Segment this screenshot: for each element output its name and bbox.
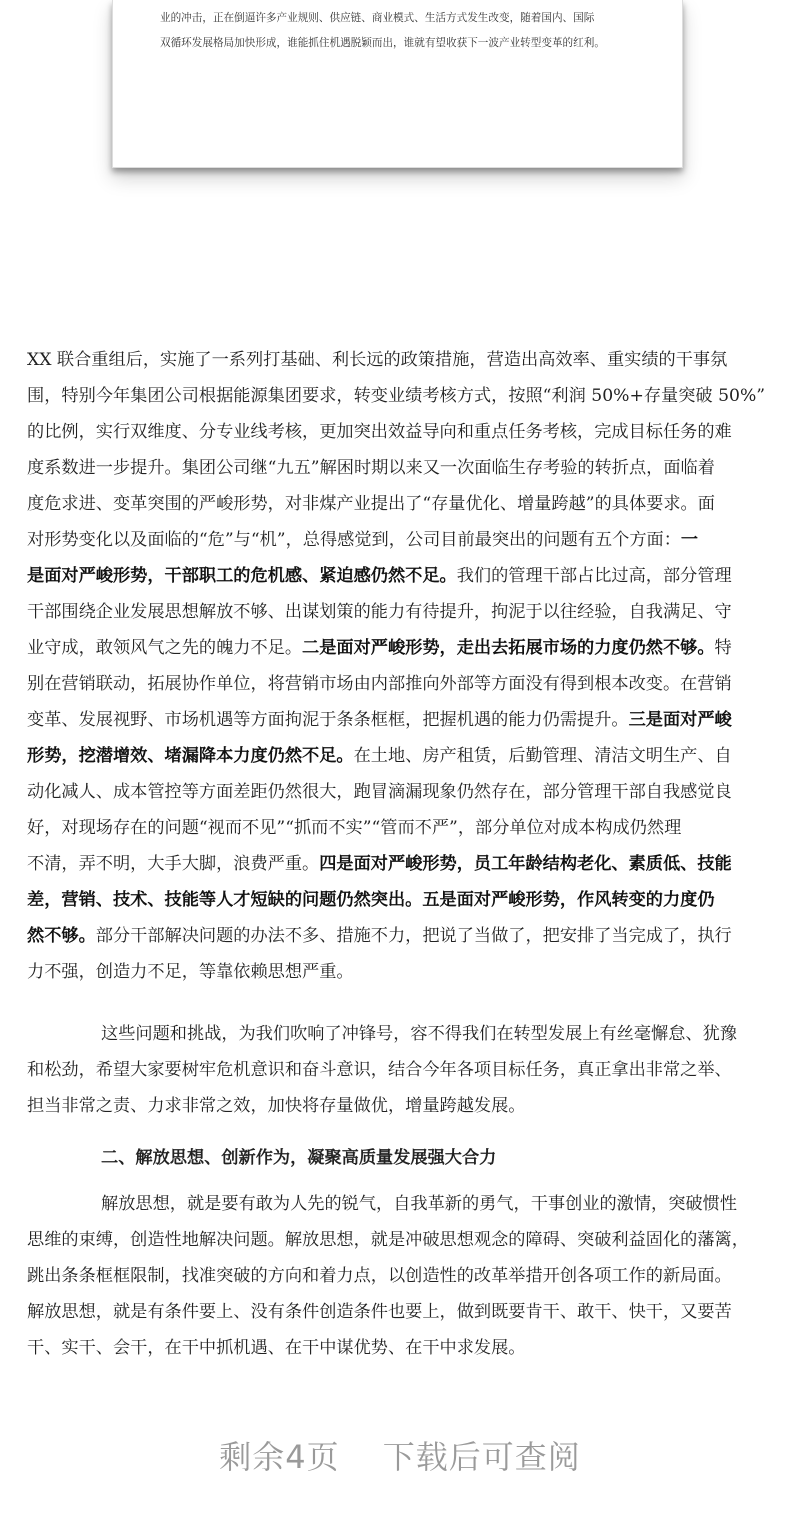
text-line: 度系数进一步提升。集团公司继“九五”解困时期以来又一次面临生存考验的转折点，面临着 xyxy=(27,458,715,478)
text-line: 这些问题和挑战，为我们吹响了冲锋号，容不得我们在转型发展上有丝毫懈怠、犹豫 xyxy=(101,1024,737,1044)
text-line: 解放思想，就是有条件要上、没有条件创造条件也要上，做到既要肯干、敢干、快干，又要苦 xyxy=(27,1302,732,1322)
preview-page-card xyxy=(112,0,683,168)
download-to-view-link[interactable]: 下载后可查阅 xyxy=(382,1438,581,1476)
text-line: 好，对现场存在的问题“视而不见”“抓而不实”“管而不严”，部分单位对成本构成仍然理 xyxy=(27,818,682,838)
paragraph-3 xyxy=(27,1186,773,1366)
text-line: 解放思想，就是要有敢为人先的锐气，自我革新的勇气，干事创业的激情，突破惯性 xyxy=(101,1194,737,1214)
text-line: 形势，挖潜增效、堵漏降本力度仍然不足。在土地、房产租赁，后勤管理、清洁文明生产、自 xyxy=(27,746,732,766)
text-line: 度危求进、变革突围的严峻形势，对非煤产业提出了“存量优化、增量跨越”的具体要求。面 xyxy=(27,494,715,514)
text-line: 的比例，实行双维度、分专业线考核，更加突出效益导向和重点任务考核，完成目标任务的难 xyxy=(27,422,732,442)
text-line: 思维的束缚，创造性地解决问题。解放思想，就是冲破思想观念的障碍、突破利益固化的藩篱， xyxy=(27,1230,749,1250)
text-line: 别在营销联动，拓展协作单位，将营销市场由内部推向外部等方面没有得到根本改变。在营销 xyxy=(27,674,732,694)
text-line: 围，特别今年集团公司根据能源集团要求，转变业绩考核方式，按照“利润 50%+存量突破 50%” xyxy=(27,386,766,406)
preview-line: 业的冲击，正在倒逼许多产业规则、供应链、商业模式、生活方式发生改变，随着国内、国际 xyxy=(160,12,595,24)
preview-line: 双循环发展格局加快形成，谁能抓住机遇脱颖而出，谁就有望收获下一波产业转型变革的红利。 xyxy=(160,37,605,49)
text-line: 对形势变化以及面临的“危”与“机”，总得感觉到，公司目前最突出的问题有五个方面：一 xyxy=(27,530,699,550)
text-line: 和松劲，希望大家要树牢危机意识和奋斗意识，结合今年各项目标任务，真正拿出非常之举、 xyxy=(27,1060,732,1080)
text-line: 变革、发展视野、市场机遇等方面拘泥于条条框框，把握机遇的能力仍需提升。三是面对严峻 xyxy=(27,710,732,730)
text-line: 动化减人、成本管控等方面差距仍然很大，跑冒滴漏现象仍然存在，部分管理干部自我感觉良 xyxy=(27,782,732,802)
text-line: 跳出条条框框限制，找准突破的方向和着力点，以创造性的改革举措开创各项工作的新局面。 xyxy=(27,1266,732,1286)
remaining-pages-label: 剩余4页 xyxy=(219,1438,340,1476)
download-prompt[interactable] xyxy=(0,1432,800,1478)
text-line: 业守成，敢领风气之先的魄力不足。二是面对严峻形势，走出去拓展市场的力度仍然不够。特 xyxy=(27,638,732,658)
paragraph-1 xyxy=(27,342,773,990)
text-line: 是面对严峻形势，干部职工的危机感、紧迫感仍然不足。我们的管理干部占比过高，部分管理 xyxy=(27,566,732,586)
text-line: 担当非常之责、力求非常之效，加快将存量做优，增量跨越发展。 xyxy=(27,1096,526,1116)
text-line: 力不强，创造力不足，等靠依赖思想严重。 xyxy=(27,962,354,982)
section-heading: 二、解放思想、创新作为，凝聚高质量发展强大合力 xyxy=(101,1148,497,1168)
text-line: 差，营销、技术、技能等人才短缺的问题仍然突出。五是面对严峻形势，作风转变的力度仍 xyxy=(27,890,715,910)
text-line: 然不够。部分干部解决问题的办法不多、措施不力，把说了当做了，把安排了当完成了，执行 xyxy=(27,926,732,946)
text-line: 不清，弄不明，大手大脚，浪费严重。四是面对严峻形势，员工年龄结构老化、素质低、技能 xyxy=(27,854,732,874)
paragraph-2 xyxy=(27,1016,773,1124)
text-line: 干、实干、会干，在干中抓机遇、在干中谋优势、在干中求发展。 xyxy=(27,1338,526,1358)
text-line: 干部围绕企业发展思想解放不够、出谋划策的能力有待提升，拘泥于以往经验，自我满足、守 xyxy=(27,602,732,622)
text-line: XX 联合重组后，实施了一系列打基础、利长远的政策措施，营造出高效率、重实绩的干事氛 xyxy=(27,350,728,370)
